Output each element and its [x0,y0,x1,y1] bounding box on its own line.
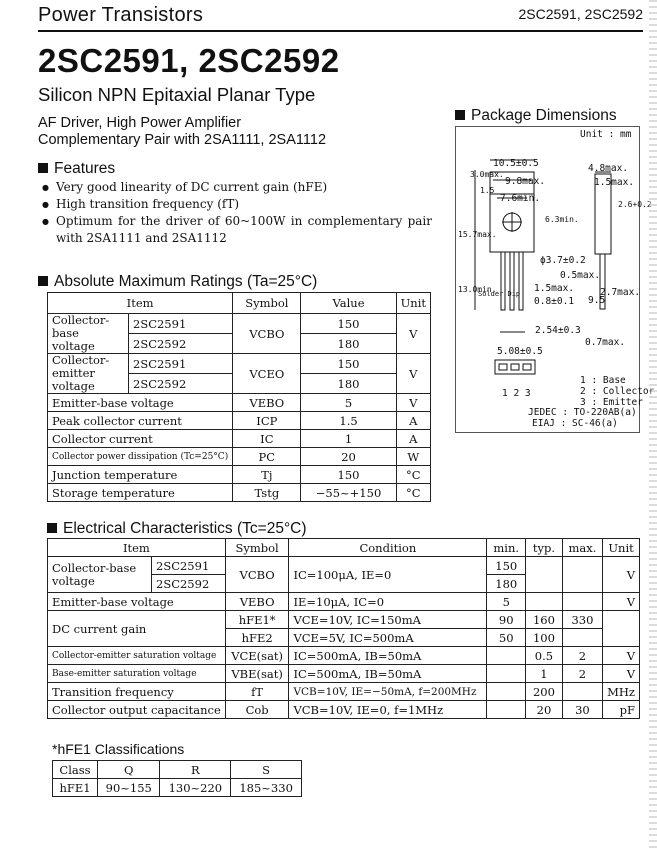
abs-max-table [47,292,431,502]
row-unit: V [396,314,430,354]
dim-label: 6.3min. [545,215,579,224]
row-value: 150 [301,354,396,374]
application-line: AF Driver, High Power Amplifier [38,115,242,131]
package-bottom-view [495,360,535,374]
col-header: R [160,761,231,779]
row-value: 150 [301,466,396,484]
row-subpart: 2SC2592 [152,575,226,593]
feature-item: ● High transition frequency (fT) [42,196,432,213]
dim-label: 2.54±0.3 [535,325,581,336]
applications [38,115,326,149]
row-max: 30 [562,701,602,719]
pin-label: 2 : Collector [580,386,655,397]
row-typ [526,557,563,593]
page-subtitle: Silicon NPN Epitaxial Planar Type [38,84,316,105]
row-subpart: 2SC2592 [129,334,233,354]
row-unit: V [603,557,640,593]
row-item: DC current gain [48,611,226,647]
header-rule [38,30,643,32]
row-unit: A [396,412,430,430]
row-unit: W [396,448,430,466]
row-max [562,593,602,611]
row-min: 5 [487,593,526,611]
pin-numbers: 1 2 3 [502,388,531,399]
row-symbol: IC [233,430,301,448]
row-value: −55~+150 [301,484,396,502]
section-header-category: Power Transistors [38,4,204,26]
dim-label: 5.08±0.5 [497,346,543,357]
row-condition: IE=10μA, IC=0 [289,593,487,611]
standard-label: EIAJ : SC-46(a) [532,418,618,429]
row-min: 150 [487,557,526,575]
row-item: Collector-emitter saturation voltage [48,647,226,665]
row-symbol: VEBO [225,593,289,611]
row-min [487,665,526,683]
pin-label: 1 : Base [580,375,626,386]
row-max: 2 [562,665,602,683]
row-item: Collector-base voltage [48,314,129,354]
class-value: 130~220 [160,779,231,797]
col-header: Symbol [225,539,289,557]
dim-label: 1.5 [480,186,495,195]
row-typ: 200 [526,683,563,701]
lead-collector [510,252,514,310]
row-symbol: VCBO [233,314,301,354]
elec-heading: Electrical Characteristics (Tc=25°C) [47,520,307,538]
row-symbol: VBE(sat) [225,665,289,683]
dim-label: 0.8±0.1 [534,296,575,307]
row-unit: A [396,430,430,448]
dim-label: 13.0min. [458,285,497,294]
row-min: 180 [487,575,526,593]
dim-label: 0.7max. [585,337,626,348]
col-header: Q [98,761,160,779]
row-symbol: VCEO [233,354,301,394]
row-unit: V [603,647,640,665]
row-unit [603,611,640,647]
row-value: 180 [301,374,396,394]
row-item: Collector current [48,430,233,448]
row-min: 90 [487,611,526,629]
col-header: Class [53,761,98,779]
bullet-square-icon [38,276,48,286]
row-item: Storage temperature [48,484,233,502]
pin-label: 3 : Emitter [580,397,643,408]
row-unit: pF [603,701,640,719]
abs-max-heading: Absolute Maximum Ratings (Ta=25°C) [38,273,317,291]
col-header: Condition [289,539,487,557]
row-symbol: VEBO [233,394,301,412]
row-item: Collector-emitter voltage [48,354,129,394]
bullet-square-icon [47,523,57,533]
feature-item: ● Optimum for the driver of 60~100W in complementary pair with 2SA1111 and 2SA1112 [42,213,432,247]
row-min [487,647,526,665]
col-header: S [231,761,302,779]
col-header: Symbol [233,293,301,314]
row-min [487,683,526,701]
header-part-numbers: 2SC2591, 2SC2592 [518,6,643,22]
row-unit: V [603,593,640,611]
row-value: 150 [301,314,396,334]
page-title: 2SC2591, 2SC2592 [38,42,340,79]
dim-label: 0.5max. [560,270,601,281]
hfe-class-table [52,760,302,797]
col-header: Item [48,293,233,314]
row-item: Transition frequency [48,683,226,701]
row-typ: 100 [526,629,563,647]
lead-base [501,252,505,310]
dim-label: 1.5max. [594,177,635,188]
row-typ: 160 [526,611,563,629]
elec-table [47,538,640,719]
row-unit: °C [396,466,430,484]
row-unit: MHz [603,683,640,701]
row-typ: 1 [526,665,563,683]
col-header: Unit [396,293,430,314]
row-condition: IC=500mA, IB=50mA [289,665,487,683]
standard-label: JEDEC : TO-220AB(a) [528,407,637,418]
dim-label: 15.7max. [458,230,497,239]
row-item: Collector power dissipation (Tc=25°C) [48,448,233,466]
row-subpart: 2SC2591 [152,557,226,575]
row-value: 180 [301,334,396,354]
row-item: Collector output capacitance [48,701,226,719]
row-unit: V [396,354,430,394]
row-label: hFE1 [53,779,98,797]
row-subpart: 2SC2591 [129,314,233,334]
row-value: 1 [301,430,396,448]
row-item: Peak collector current [48,412,233,430]
row-item: Base-emitter saturation voltage [48,665,226,683]
bullet-square-icon [455,110,465,120]
row-max: 330 [562,611,602,629]
class-value: 90~155 [98,779,160,797]
row-subpart: 2SC2591 [129,354,233,374]
row-symbol: Tstg [233,484,301,502]
row-condition: VCE=10V, IC=150mA [289,611,487,629]
row-max: 2 [562,647,602,665]
row-symbol: hFE1* [225,611,289,629]
row-min [487,701,526,719]
row-item: Collector-base voltage [48,557,152,593]
dim-label: ϕ3.7±0.2 [540,255,586,266]
package-unit: Unit : mm [580,129,632,140]
col-header: Unit [603,539,640,557]
hfe-class-heading: *hFE1 Classifications [52,741,185,757]
row-max [562,629,602,647]
row-condition: IC=100μA, IE=0 [289,557,487,593]
row-subpart: 2SC2592 [129,374,233,394]
row-max [562,683,602,701]
row-symbol: VCE(sat) [225,647,289,665]
row-condition: VCB=10V, IE=0, f=1MHz [289,701,487,719]
dim-label: 4.8max. [588,163,629,174]
row-value: 5 [301,394,396,412]
col-header: Item [48,539,226,557]
row-min: 50 [487,629,526,647]
dim-label: 9.5 [588,295,606,306]
row-unit: V [396,394,430,412]
row-typ: 0.5 [526,647,563,665]
package-heading: Package Dimensions [455,107,617,125]
row-item: Emitter-base voltage [48,593,226,611]
row-symbol: Cob [225,701,289,719]
row-item: Emitter-base voltage [48,394,233,412]
dim-label: Solder Dip [478,290,521,298]
col-header: max. [562,539,602,557]
bullet-square-icon [38,163,48,173]
dim-label: 3.0max. [470,170,504,179]
row-max [562,557,602,593]
feature-item: ● Very good linearity of DC current gain (hFE) [42,179,432,196]
row-item: Junction temperature [48,466,233,484]
col-header: Value [301,293,396,314]
lead-emitter [519,252,523,310]
dim-label: 9.8max. [505,176,546,187]
row-unit: °C [396,484,430,502]
dim-label: 1.5max. [534,283,575,294]
row-symbol: PC [233,448,301,466]
row-symbol: VCBO [225,557,289,593]
dim-label: 2.7max. [600,287,641,298]
row-symbol: fT [225,683,289,701]
row-symbol: Tj [233,466,301,484]
col-header: typ. [526,539,563,557]
dim-label: 10.5±0.5 [493,158,539,169]
row-value: 20 [301,448,396,466]
row-condition: VCE=5V, IC=500mA [289,629,487,647]
row-condition: VCB=10V, IE=−50mA, f=200MHz [289,683,487,701]
features-heading: Features [38,160,115,178]
dim-label: 7.6min. [500,193,541,204]
scan-edge [649,0,657,850]
row-value: 1.5 [301,412,396,430]
row-symbol: ICP [233,412,301,430]
features-list [42,179,432,247]
class-value: 185~330 [231,779,302,797]
col-header: min. [487,539,526,557]
row-symbol: hFE2 [225,629,289,647]
dim-label: 2.6+0.2 [618,200,652,209]
application-line: Complementary Pair with 2SA1111, 2SA1112 [38,132,327,148]
row-condition: IC=500mA, IB=50mA [289,647,487,665]
row-typ [526,593,563,611]
row-typ: 20 [526,701,563,719]
row-unit: V [603,665,640,683]
